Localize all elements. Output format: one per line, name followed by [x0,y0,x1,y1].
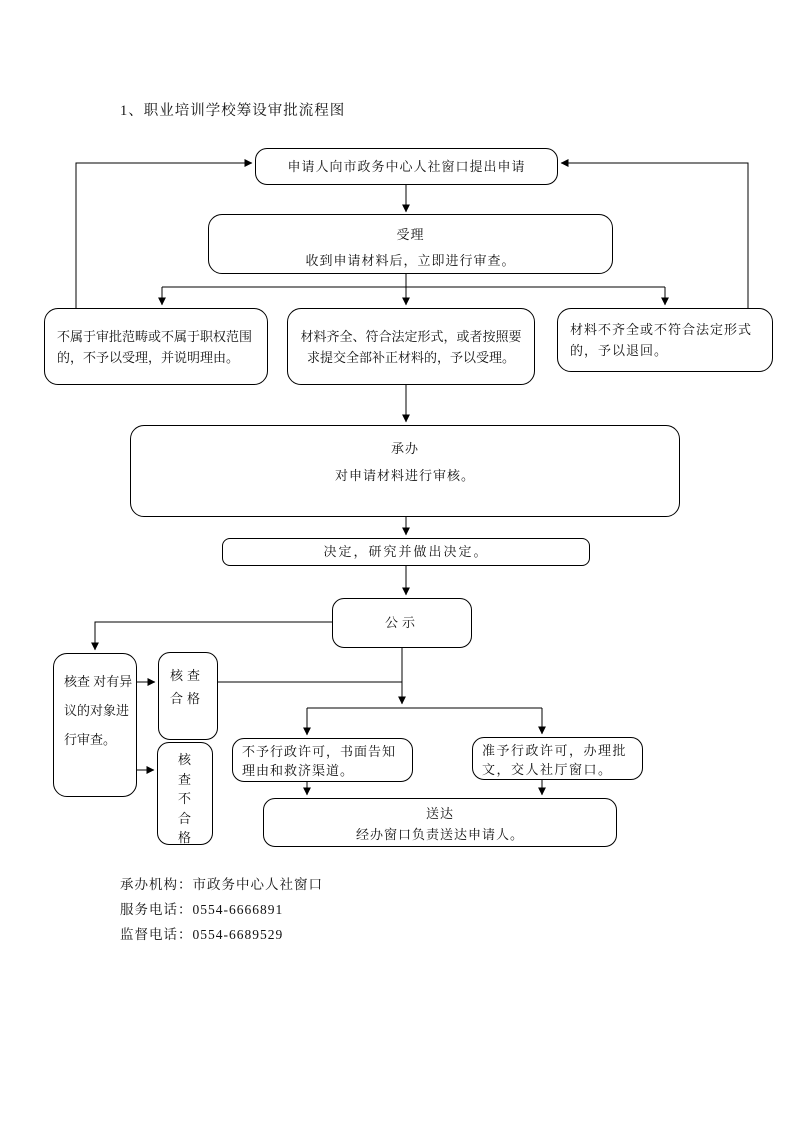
node-deny [232,738,413,782]
node-check-fail-label: 核查不合格 [177,752,192,845]
node-deliver-body: 经办窗口负责送达申请人。 [355,827,524,842]
node-handle-title: 承办 [390,441,419,456]
node-check-pass-label: 核查合格 [170,668,205,706]
node-deny-label: 不予行政许可，书面告知理由和救济渠道。 [242,744,397,778]
node-apply [255,148,558,185]
node-accept-title: 受理 [396,227,425,242]
node-check-body: 对有异议的对象进行审查。 [64,674,133,747]
node-grant-label: 准予行政许可，办理批文，交人社厅窗口。 [482,743,628,777]
node-not-in-scope-label: 不属于审批范畴或不属于职权范围的，不予以受理，并说明理由。 [57,328,253,365]
contact-supervision-phone: 监督电话：0554-6689529 [120,927,284,942]
node-check-fail [157,742,213,845]
contact-agency: 承办机构：市政务中心人社窗口 [120,877,323,892]
node-handle-body: 对申请材料进行审核。 [334,468,475,483]
node-decide-label: 决定，研究并做出决定。 [323,544,489,559]
node-materials-incomplete-label: 材料不齐全或不符合法定形式的，予以退回。 [570,322,753,358]
node-deliver-title: 送达 [425,806,454,821]
node-check [53,653,137,797]
contact-info [120,872,323,947]
page-title: 1、职业培训学校筹设审批流程图 [120,103,346,119]
node-publicity-label: 公示 [384,615,419,630]
node-materials-complete [287,308,535,385]
node-accept-body: 收到申请材料后，立即进行审查。 [305,253,516,268]
node-decide [222,538,590,566]
node-grant [472,737,643,780]
node-not-in-scope [44,308,268,385]
node-deliver [263,798,617,847]
node-publicity [332,598,472,648]
node-materials-complete-label: 材料齐全、符合法定形式，或者按照要求提交全部补正材料的，予以受理。 [300,328,522,365]
node-check-title: 核查 [64,674,91,689]
node-handle [130,425,680,517]
node-materials-incomplete [557,308,773,372]
node-accept [208,214,613,274]
node-check-pass [158,652,218,740]
node-apply-label: 申请人向市政务中心人社窗口提出申请 [287,158,526,174]
contact-service-phone: 服务电话：0554-6666891 [120,902,284,917]
